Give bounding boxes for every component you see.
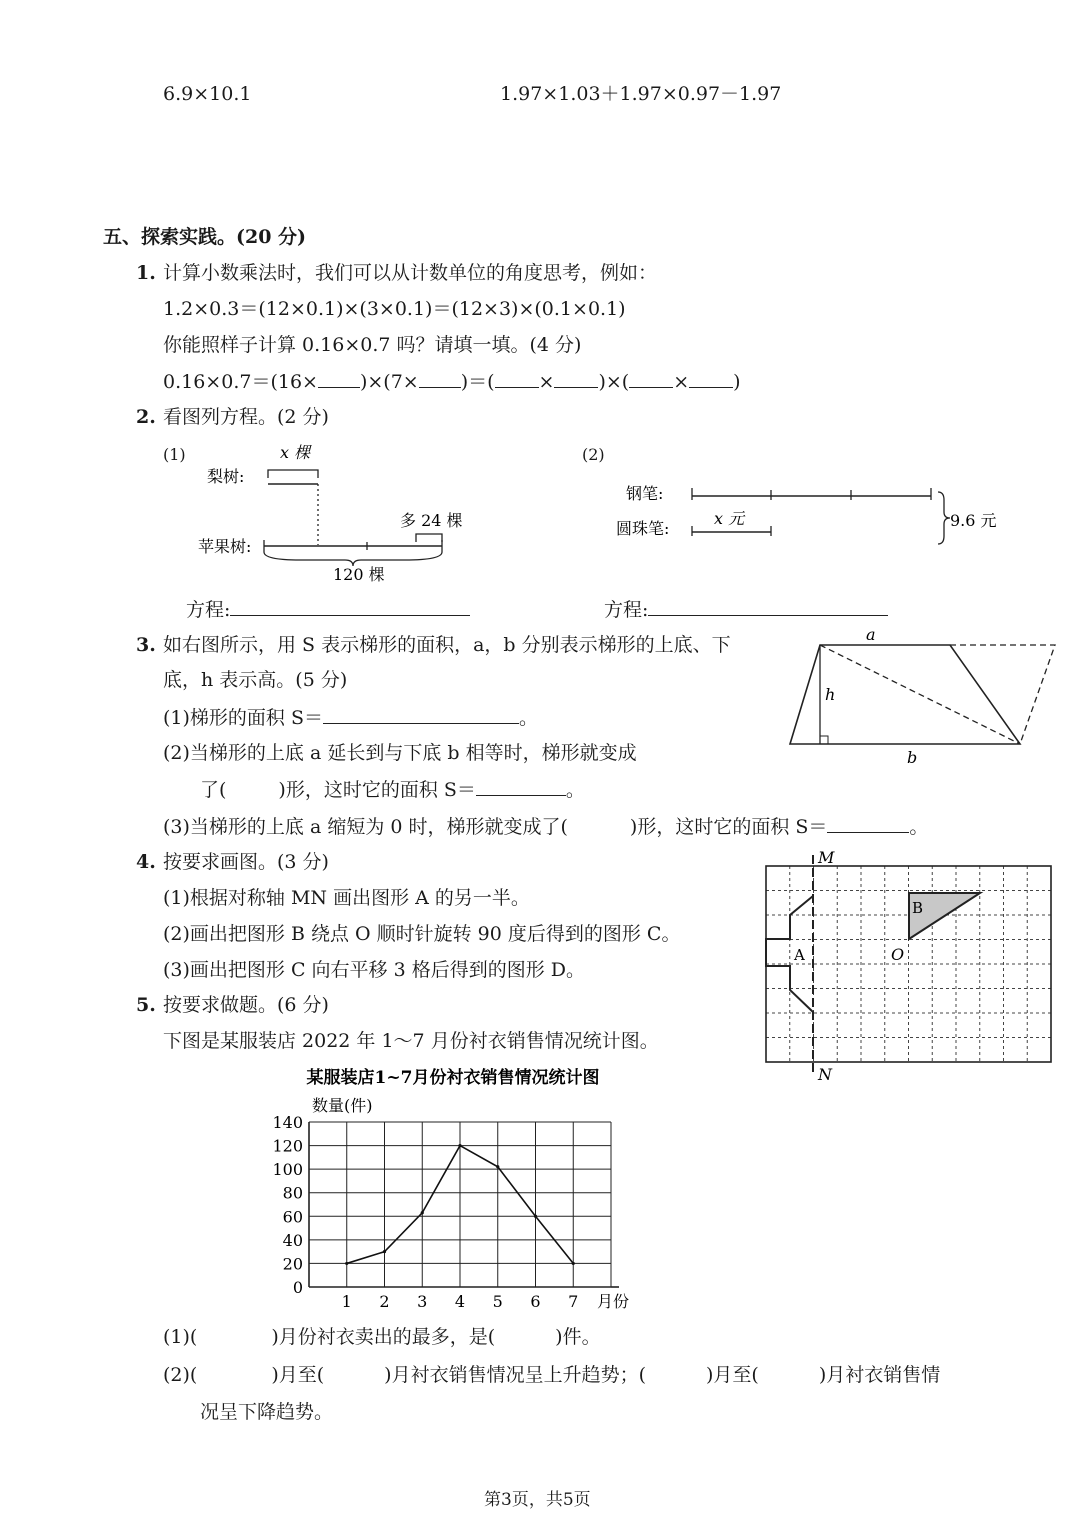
q2-eq-label-1: 方程: bbox=[186, 599, 231, 621]
chart-point bbox=[421, 1211, 424, 1214]
q4-sub1: (1)根据对称轴 MN 画出图形 A 的另一半。 bbox=[163, 887, 530, 909]
section-title: 五、探索实践。(20 分) bbox=[103, 226, 307, 248]
chart-x-tick: 1 bbox=[341, 1292, 352, 1311]
q5-a2-text4: )月至( bbox=[705, 1364, 759, 1386]
trapezoid-label-a: a bbox=[866, 625, 876, 644]
axis-label-m: M bbox=[818, 848, 835, 867]
q1-fill-text-6: ) bbox=[733, 371, 741, 393]
q5-a1-text2: )月份衬衣卖出的最多，是( bbox=[271, 1326, 496, 1348]
chart-x-tick: 4 bbox=[454, 1292, 466, 1311]
chart-x-label: 月份 bbox=[597, 1292, 630, 1311]
chart-x-tick: 5 bbox=[492, 1292, 503, 1311]
q1-fill-text-5: × bbox=[673, 371, 690, 393]
q1-fill-text-1: )×(7× bbox=[359, 371, 419, 393]
q3-sub2b-end: 。 bbox=[565, 779, 585, 801]
q3-sub3-text2: )形，这时它的面积 S＝ bbox=[629, 816, 828, 838]
q1-example: 1.2×0.3＝(12×0.1)×(3×0.1)＝(12×3)×(0.1×0.1) bbox=[163, 298, 626, 320]
chart-y-tick: 20 bbox=[282, 1254, 303, 1274]
q1-number: 1. bbox=[136, 262, 156, 284]
q3-sub1-text: (1)梯形的面积 S＝ bbox=[163, 707, 323, 729]
expr-left: 6.9×10.1 bbox=[163, 83, 252, 105]
shape-b-label: B bbox=[912, 899, 924, 917]
q1-fill-text-0: 0.16×0.7＝(16× bbox=[163, 371, 318, 393]
q2-stem: 看图列方程。(2 分) bbox=[163, 406, 329, 428]
q2-part2-label: (2) bbox=[582, 445, 605, 464]
chart-y-tick: 0 bbox=[292, 1278, 303, 1297]
point-o-label: O bbox=[891, 945, 905, 964]
expr-right: 1.97×1.03＋1.97×0.97－1.97 bbox=[500, 83, 782, 105]
q2-sum-label: 9.6 元 bbox=[950, 511, 997, 530]
trapezoid-label-b: b bbox=[907, 748, 918, 767]
chart-y-tick: 140 bbox=[272, 1113, 303, 1132]
q2-x-tree-label: x 棵 bbox=[280, 443, 311, 462]
shape-a-label: A bbox=[794, 946, 805, 964]
q3-line2: 底，h 表示高。(5 分) bbox=[163, 669, 348, 691]
chart-point bbox=[572, 1262, 575, 1265]
chart-x-tick: 6 bbox=[530, 1292, 541, 1311]
q2-eq-label-2: 方程: bbox=[604, 599, 649, 621]
q3-sub1-end: 。 bbox=[518, 707, 538, 729]
q4-sub2: (2)画出把图形 B 绕点 O 顺时针旋转 90 度后得到的图形 C。 bbox=[163, 923, 681, 945]
q2-ballpen-label: 圆珠笔: bbox=[616, 519, 670, 538]
chart-y-label: 数量(件) bbox=[312, 1096, 373, 1115]
chart-point bbox=[496, 1165, 499, 1168]
q5-a1-text3: )件。 bbox=[555, 1326, 601, 1348]
q5-number: 5. bbox=[136, 994, 156, 1016]
chart-title: 某服装店1~7月份衬衣销售情况统计图 bbox=[306, 1068, 600, 1088]
q1-stem: 计算小数乘法时，我们可以从计数单位的角度思考，例如： bbox=[163, 262, 658, 284]
q3-sub2a: (2)当梯形的上底 a 延长到与下底 b 相等时，梯形就变成 bbox=[163, 742, 637, 764]
axis-label-n: N bbox=[818, 1065, 832, 1084]
trapezoid-label-h: h bbox=[825, 685, 836, 704]
page-footer: 第3页，共5页 bbox=[484, 1490, 591, 1510]
q1-ask: 你能照样子计算 0.16×0.7 吗？请填一填。(4 分) bbox=[163, 334, 582, 356]
q1-fill-text-2: )＝( bbox=[460, 371, 495, 393]
q3-sub3-end: 。 bbox=[909, 816, 929, 838]
q4-stem: 按要求画图。(3 分) bbox=[163, 851, 329, 873]
q4-number: 4. bbox=[136, 851, 156, 873]
chart-point bbox=[534, 1215, 537, 1218]
q5-answer-1 bbox=[163, 1325, 601, 1349]
q5-a2-text5: )月衬衣销售情 bbox=[818, 1364, 941, 1386]
q3-sub2b-text2: )形，这时它的面积 S＝ bbox=[278, 779, 476, 801]
q3-sub3-text1: (3)当梯形的上底 a 缩短为 0 时，梯形就变成了( bbox=[163, 816, 568, 838]
q3-line1: 如右图所示，用 S 表示梯形的面积，a，b 分别表示梯形的上底、下 bbox=[163, 634, 731, 656]
q5-answer-2 bbox=[163, 1363, 940, 1387]
q5-stem: 按要求做题。(6 分) bbox=[163, 994, 329, 1016]
chart-y-tick: 100 bbox=[272, 1160, 303, 1180]
chart-y-tick: 40 bbox=[282, 1230, 303, 1250]
q5-intro: 下图是某服装店 2022 年 1～7 月份衬衣销售情况统计图。 bbox=[163, 1030, 659, 1052]
q2-x-yuan-label: x 元 bbox=[714, 509, 745, 528]
q2-more-label: 多 24 棵 bbox=[400, 511, 463, 530]
q2-pear-label: 梨树: bbox=[207, 467, 245, 486]
q5-a1-text1: (1)( bbox=[163, 1326, 198, 1348]
q2-apple-label: 苹果树: bbox=[198, 537, 252, 556]
chart-point bbox=[383, 1250, 386, 1253]
chart-x-tick: 3 bbox=[417, 1292, 428, 1311]
q2-number: 2. bbox=[136, 406, 156, 428]
chart-point bbox=[458, 1144, 461, 1147]
q5-a2-text3: )月衬衣销售情况呈上升趋势；( bbox=[384, 1364, 646, 1386]
q3-number: 3. bbox=[136, 634, 156, 656]
q1-fill-text-4: )×( bbox=[598, 371, 630, 393]
q3-sub2b-text1: 了( bbox=[200, 779, 227, 801]
q4-sub3: (3)画出把图形 C 向右平移 3 格后得到的图形 D。 bbox=[163, 959, 585, 981]
chart-y-tick: 60 bbox=[282, 1207, 303, 1227]
q5-a2-text2: )月至( bbox=[271, 1364, 325, 1386]
q5-a2-text1: (2)( bbox=[163, 1364, 198, 1386]
q2-pen-label: 钢笔: bbox=[626, 484, 664, 503]
chart-y-tick: 120 bbox=[272, 1136, 303, 1156]
chart-point bbox=[345, 1262, 348, 1265]
q2-part1-label: (1) bbox=[163, 445, 186, 464]
chart-y-tick: 80 bbox=[282, 1183, 303, 1203]
q5-answer-2-cont: 况呈下降趋势。 bbox=[200, 1401, 334, 1423]
q1-fill-text-3: × bbox=[538, 371, 555, 393]
chart-x-tick: 7 bbox=[568, 1292, 579, 1311]
chart-x-tick: 2 bbox=[379, 1292, 390, 1311]
q2-total-label: 120 棵 bbox=[333, 565, 385, 584]
